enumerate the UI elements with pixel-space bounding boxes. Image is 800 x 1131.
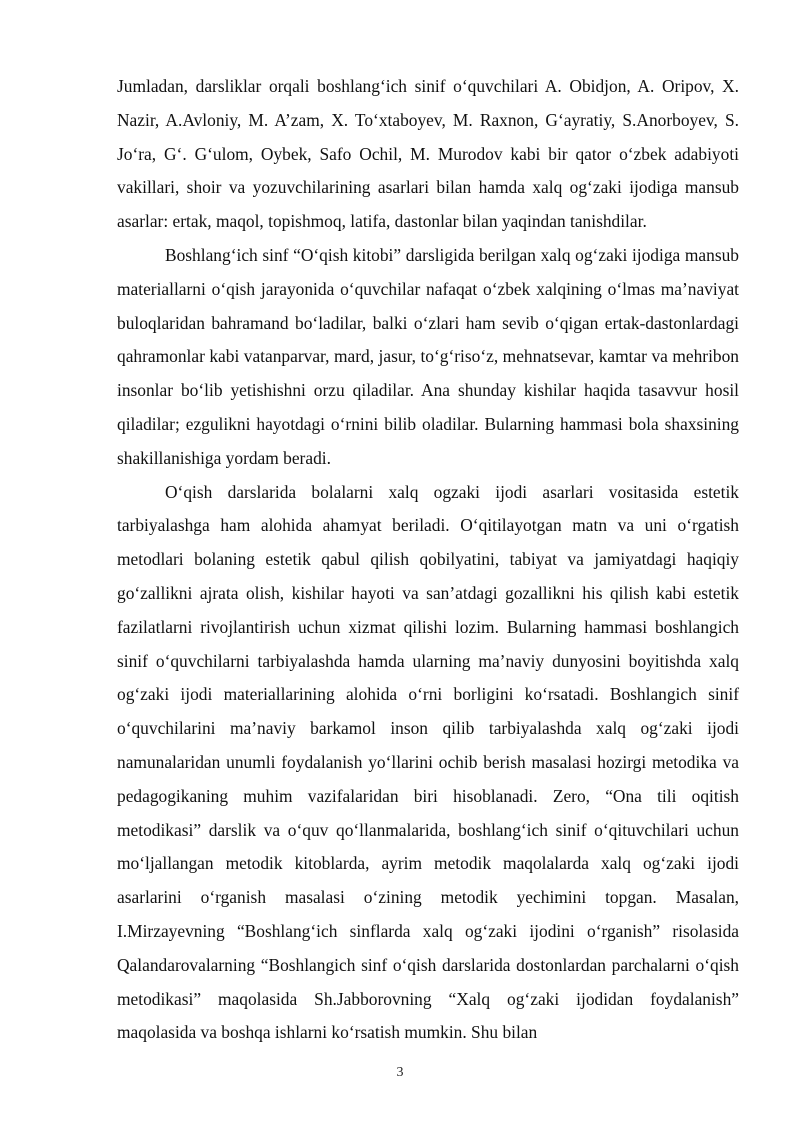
paragraph-3: O‘qish darslarida bolalarni xalq ogzaki ijodi asarlari vositasida estetik tarbiyalashga ham alohida ahamyat beriladi. O‘qitilayotgan matn va uni o‘rgatish metodlari bolaning estetik qabul qilish qobilyatini, tabiyat va jamiyatdagi haqiqiy go‘zallikni ajrata olish, kishilar hayoti va san’atdagi gozallikni his qilish kabi estetik fazilatlarni rivojlantirish uchun xizmat qilishi lozim. Bularning hammasi boshlangich sinif o‘quvchilarni tarbiyalashda hamda ularning ma’naviy dunyosini boyitishda xalq og‘zaki ijodi materiallarining alohida o‘rni borligini ko‘rsatadi. Boshlangich sinif o‘quvchilarini ma’naviy barkamol inson qilib tarbiyalashda xalq og‘zaki ijodi namunalaridan unumli foydalanish yo‘llarini ochib berish masalasi hozirgi metodika va pedagogikaning muhim vazifalaridan biri hisoblanadi. Zero, “Ona tili oqitish metodikasi” darslik va o‘quv qo‘llanmalarida, boshlang‘ich sinif o‘qituvchilari uchun mo‘ljallangan metodik kitoblarda, ayrim metodik maqolalarda xalq og‘zaki ijodi asarlarini o‘rganish masalasi o‘zining metodik yechimini topgan. Masalan, I.Mirzayevning “Boshlang‘ich sinflarda xalq og‘zaki ijodini o‘rganish” risolasida Qalandarovalarning “Boshlangich sinf o‘qish darslarida dostonlardan parchalarni o‘qish metodikasi” maqolasida Sh.Jabborovning “Xalq og‘zaki ijodidan foydalanish” maqolasida va boshqa ishlarni ko‘rsatish mumkin. Shu bilan — [117, 481, 739, 1043]
body-text — [117, 70, 739, 1050]
paragraph-2: Boshlang‘ich sinf “O‘qish kitobi” darsligida berilgan xalq og‘zaki ijodiga mansub materiallarni o‘qish jarayonida o‘quvchilar nafaqat o‘zbek xalqining o‘lmas ma’naviyat buloqlaridan bahramand bo‘ladilar, balki o‘zlari ham sevib o‘qigan ertak-dastonlardagi qahramonlar kabi vatanparvar, mard, jasur, to‘g‘riso‘z, mehnatsevar, kamtar va mehribon insonlar bo‘lib yetishishni orzu qiladilar. Ana shunday kishilar haqida tasavvur hosil qiladilar; ezgulikni hayotdagi o‘rnini bilib oladilar. Bularning hammasi bola shaxsining shakillanishiga yordam beradi. — [117, 244, 739, 468]
page-number: 3 — [396, 1065, 404, 1080]
paragraph-1: Jumladan, darsliklar orqali boshlang‘ich sinif o‘quvchilari A. Obidjon, A. Oripov, X. Nazir, A.Avloniy, M. A’zam, X. To‘xtaboyev, M. Raxnon, G‘ayratiy, S.Anorboyev, S. Jo‘ra, G‘. G‘ulom, Oybek, Safo Ochil, M. Murodov kabi bir qator o‘zbek adabiyoti vakillari, shoir va yozuvchilarining asarlari bilan hamda xalq og‘zaki ijodiga mansub asarlar: ertak, maqol, topishmoq, latifa, dastonlar bilan yaqindan tanishdilar. — [117, 76, 739, 232]
